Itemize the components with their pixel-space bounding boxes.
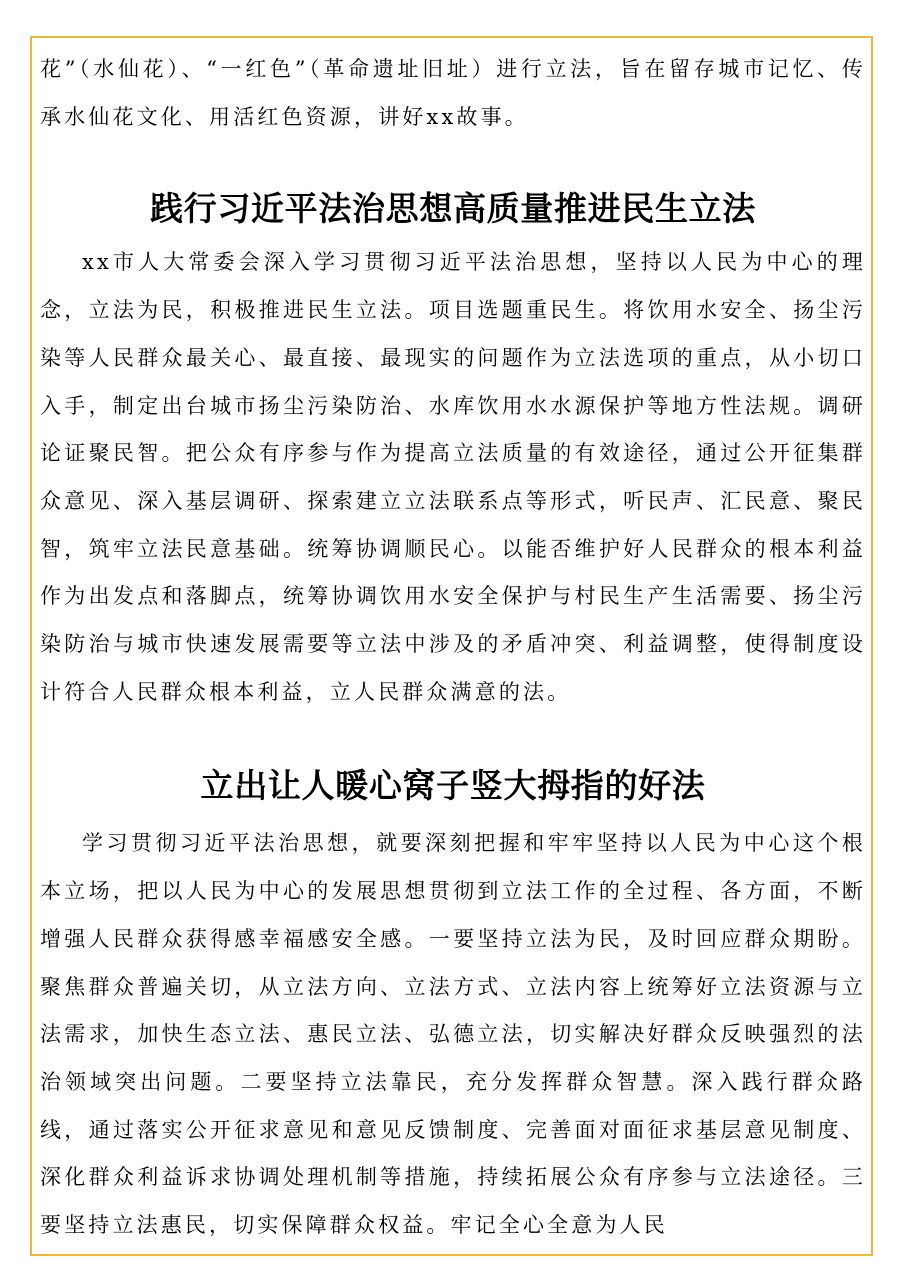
section-heading-2: 立出让人暖心窝子竖大拇指的好法 [200,766,706,806]
intro-paragraph-tail: 花”（水仙花）、“一红色”（革命遗址旧址）进行立法，旨在留存城市记忆、传承水仙花文化、用活红色资源，讲好xx故事。 [40,57,866,129]
document-body [40,46,866,1250]
section-2-paragraph: 学习贯彻习近平法治思想，就要深刻把握和牢牢坚持以人民为中心这个根本立场，把以人民为中心的发展思想贯彻到立法工作的全过程、各方面，不断增强人民群众获得感幸福感安全感。一要坚持立法为民，及时回应群众期盼。聚焦群众普遍关切，从立法方向、立法方式、立法内容上统筹好立法资源与立法需求，加快生态立法、惠民立法、弘德立法，切实解决好群众反映强烈的法治领域突出问题。二要坚持立法靠民，充分发挥群众智慧。深入践行群众路线，通过落实公开征求意见和意见反馈制度、完善面对面征求基层意见制度、深化群众利益诉求协调处理机制等措施，持续拓展公众有序参与立法途径。三要坚持立法惠民，切实保障群众权益。牢记全心全意为人民 [40,831,866,1238]
section-1-paragraph: xx市人大常委会深入学习贯彻习近平法治思想，坚持以人民为中心的理念，立法为民，积极推进民生立法。项目选题重民生。将饮用水安全、扬尘污染等人民群众最关心、最直接、最现实的问题作为立法选项的重点，从小切口入手，制定出台城市扬尘污染防治、水库饮用水水源保护等地方性法规。调研论证聚民智。把公众有序参与作为提高立法质量的有效途径，通过公开征集群众意见、深入基层调研、探索建立立法联系点等形式，听民声、汇民意、聚民智，筑牢立法民意基础。统筹协调顺民心。以能否维护好人民群众的根本利益作为出发点和落脚点，统筹协调饮用水安全保护与村民生产生活需要、扬尘污染防治与城市快速发展需要等立法中涉及的矛盾冲突、利益调整，使得制度设计符合人民群众根本利益，立人民群众满意的法。 [40,250,866,704]
section-heading-1: 践行习近平法治思想高质量推进民生立法 [150,189,756,229]
